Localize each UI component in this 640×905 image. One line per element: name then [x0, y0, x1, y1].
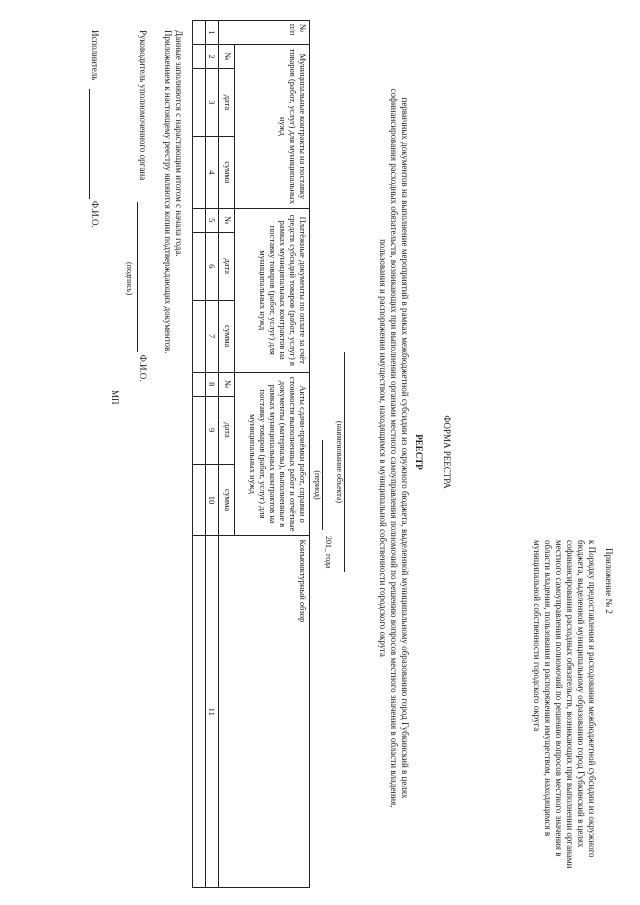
col-number: 5	[206, 208, 219, 232]
note-line-1: Данные заполняются с нарастающим итогом с начала года.	[174, 30, 184, 257]
notes	[162, 30, 184, 630]
column-number-row	[206, 21, 219, 888]
sub-sum: сумма	[219, 136, 235, 208]
signature-caption: (подпись)	[125, 262, 134, 296]
col-number: 2	[206, 44, 219, 68]
col-number: 7	[206, 300, 219, 372]
object-name-line	[344, 352, 355, 572]
executor-signature-row	[89, 30, 100, 430]
register-table	[192, 20, 310, 888]
col-number: 11	[206, 536, 219, 888]
header-num: № п/п	[219, 21, 310, 45]
head-fio: Ф.И.О.	[138, 354, 148, 382]
sub-sum: сумма	[219, 300, 235, 372]
object-caption: (наименование объекта)	[335, 420, 344, 504]
sub-no: №	[219, 44, 235, 68]
sub-date: дата	[219, 232, 235, 300]
col-number: 3	[206, 68, 219, 136]
appendix-title: Приложение № 2	[604, 548, 614, 614]
year-text: 201_ года	[324, 536, 333, 569]
register-title: РЕЕСТР	[414, 434, 424, 470]
appendix-block	[531, 540, 614, 870]
sub-no: №	[219, 208, 235, 232]
header-contracts: Муниципальные контракты на поставку товаров (работ, услуг) для муниципальных нужд	[234, 44, 309, 208]
header-payments: Платёжные документы по оплате за счёт средств субсидий товаров (работ, услуг) в рамках муниципальных контрактов на поставку товаров (работ, услуг) для муниципальных нужд	[234, 208, 309, 372]
period-line	[322, 440, 333, 530]
head-signature-line	[137, 202, 138, 352]
col-number: 6	[206, 232, 219, 300]
col-number: 4	[206, 136, 219, 208]
head-label: Руководитель уполномоченного органа	[138, 30, 148, 181]
sub-sum: сумма	[219, 464, 235, 536]
register-description: первичных документов на выполнение мероприятий в рамках межбюджетной субсидии из окружного бюджета, выделенной муниципальному образованию город Губкинский в целях софинансирования расходных обязательств, возникающих при выполнении органами местного самоуправления полномочий по решению вопросов местного значения в области владения, пользования и распоряжения имуществом, находящимся в муниципальной собственности городского округа	[378, 88, 410, 808]
header-acts: Акты сдачи-приёмки работ, справки о стоимости выполненных работ и отчётные документы (материалы), выполненные в рамках муниципальных контрактов на поставку товаров (работ, услуг) для муниципальных нужд	[234, 372, 309, 536]
head-signature-row	[137, 30, 148, 550]
table-row	[193, 21, 206, 888]
period-caption: (период)	[313, 470, 322, 500]
form-title: ФОРМА РЕЕСТРА	[442, 415, 452, 489]
col-number: 10	[206, 464, 219, 536]
col-number: 8	[206, 372, 219, 396]
table-header-row	[234, 21, 309, 888]
sub-date: дата	[219, 68, 235, 136]
appendix-text: к Порядку предоставления и расходования межбюджетной субсидии из окружного бюджета, выделенной муниципальному образованию город Губкинский в целях софинансирования расходных обязательств, возникающих при выполнении органами местного самоуправления полномочий по решению вопросов местного значения в области владения, пользования и распоряжения имуществом, находящимся в муниципальной собственности городского округа	[532, 540, 597, 869]
stamp-label: МП	[110, 390, 120, 405]
header-review: Конъюнктурный обзор	[219, 536, 310, 888]
note-line-2: Приложением к настоящему реестру являются копии подтверждающих документов.	[163, 30, 173, 354]
sub-date: дата	[219, 396, 235, 464]
col-number: 1	[206, 21, 219, 45]
executor-fio: Ф.И.О.	[90, 200, 100, 228]
executor-label: Исполнитель	[90, 30, 100, 81]
sub-no: №	[219, 372, 235, 396]
col-number: 9	[206, 396, 219, 464]
executor-signature-line	[89, 89, 90, 199]
